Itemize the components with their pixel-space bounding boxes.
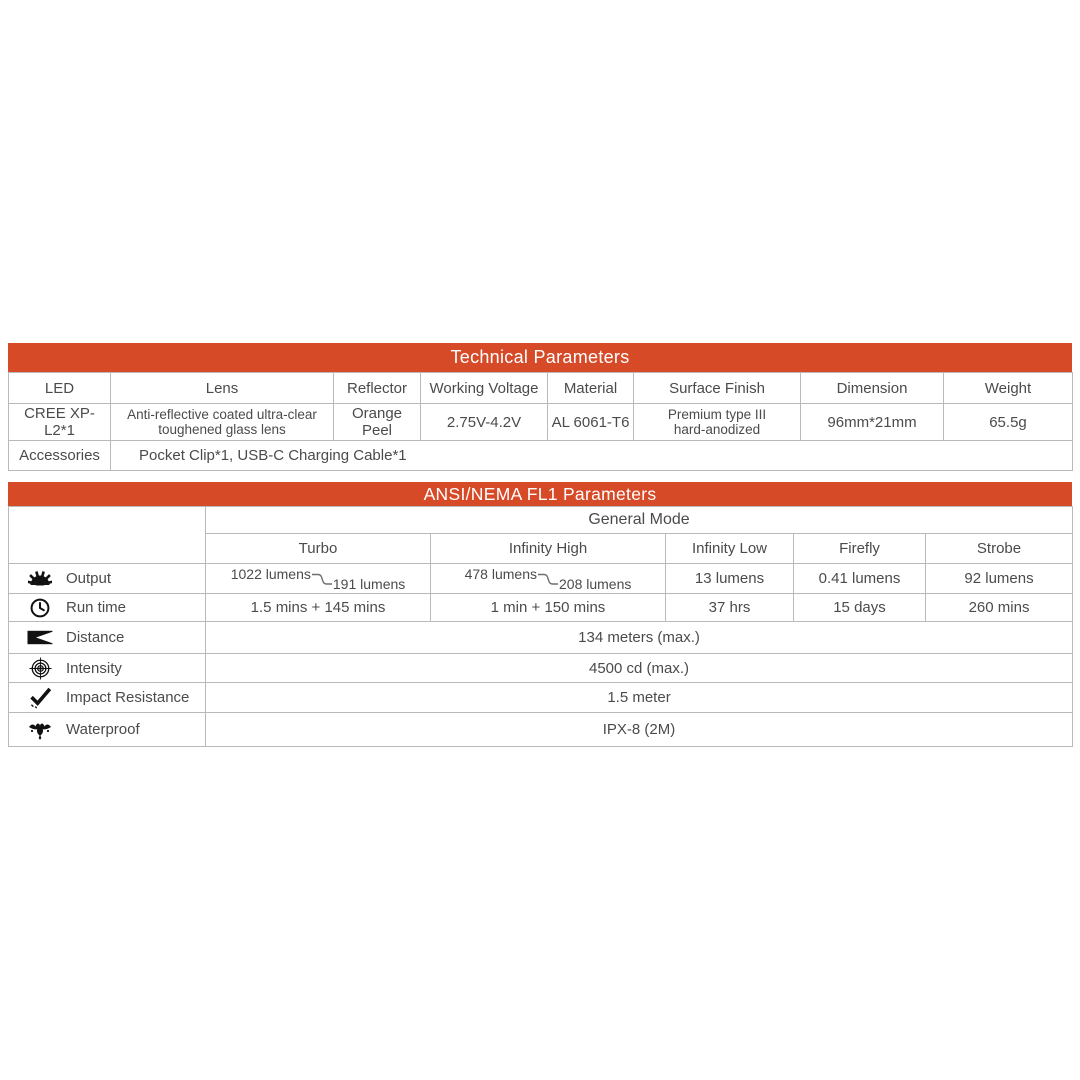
distance-row — [9, 622, 1073, 654]
impact-resistance-value: 1.5 meter — [206, 683, 1073, 713]
accessories-value: Pocket Clip*1, USB-C Charging Cable*1 — [111, 441, 1073, 471]
led-value: CREE XP-L2*1 — [9, 404, 111, 441]
output-strobe: 92 lumens — [926, 564, 1073, 594]
lens-value-line2: toughened glass lens — [158, 422, 286, 437]
distance-label-cell — [9, 622, 206, 654]
technical-header-row — [9, 373, 1073, 404]
intensity-row — [9, 654, 1073, 683]
technical-parameters-table — [8, 372, 1073, 471]
weight-value: 65.5g — [944, 404, 1073, 441]
output-row — [9, 564, 1073, 594]
col-header-weight: Weight — [944, 373, 1073, 404]
reflector-value: Orange Peel — [334, 404, 421, 441]
step-down-icon — [312, 570, 332, 588]
surface-finish-line2: hard-anodized — [673, 422, 761, 437]
impact-resistance-row — [9, 683, 1073, 713]
waterproof-value: IPX-8 (2M) — [206, 713, 1073, 747]
surface-finish-value — [634, 404, 801, 441]
runtime-infinity-high: 1 min + 150 mins — [431, 594, 666, 622]
waterproof-label-cell — [9, 713, 206, 747]
target-icon — [27, 657, 53, 680]
accessories-row — [9, 441, 1073, 471]
step-down-icon — [538, 570, 558, 588]
dimension-value: 96mm*21mm — [801, 404, 944, 441]
col-header-lens: Lens — [111, 373, 334, 404]
output-firefly: 0.41 lumens — [794, 564, 926, 594]
water-splash-icon — [27, 720, 53, 740]
output-infinity-high-cell — [431, 564, 666, 594]
distance-label: Distance — [66, 629, 125, 646]
surface-finish-line1: Premium type III — [667, 406, 767, 422]
runtime-strobe: 260 mins — [926, 594, 1073, 622]
general-mode-group-header: General Mode — [206, 507, 1073, 534]
output-turbo-cell — [206, 564, 431, 594]
intensity-value: 4500 cd (max.) — [206, 654, 1073, 683]
corner-cell — [9, 507, 206, 564]
col-header-infinity-high: Infinity High — [431, 534, 666, 564]
gear-icon — [27, 569, 53, 589]
output-infinity-low: 13 lumens — [666, 564, 794, 594]
clock-icon — [27, 597, 53, 619]
lens-value — [111, 404, 334, 441]
col-header-reflector: Reflector — [334, 373, 421, 404]
col-header-dimension: Dimension — [801, 373, 944, 404]
impact-resistance-label-cell — [9, 683, 206, 713]
output-infinity-high-high: 478 lumens — [464, 565, 537, 582]
material-value: AL 6061-T6 — [548, 404, 634, 441]
runtime-firefly: 15 days — [794, 594, 926, 622]
col-header-working-voltage: Working Voltage — [421, 373, 548, 404]
runtime-turbo: 1.5 mins + 145 mins — [206, 594, 431, 622]
col-header-led: LED — [9, 373, 111, 404]
runtime-label: Run time — [66, 599, 127, 616]
accessories-label: Accessories — [9, 441, 111, 471]
col-header-infinity-low: Infinity Low — [666, 534, 794, 564]
col-header-strobe: Strobe — [926, 534, 1073, 564]
spec-sheet-content — [8, 343, 1072, 747]
intensity-label: Intensity — [66, 659, 122, 677]
runtime-infinity-low: 37 hrs — [666, 594, 794, 622]
intensity-label-cell — [9, 654, 206, 683]
general-mode-row — [9, 507, 1073, 534]
col-header-surface-finish: Surface Finish — [634, 373, 801, 404]
output-label-cell — [9, 564, 206, 594]
distance-value: 134 meters (max.) — [206, 622, 1073, 654]
output-turbo-high: 1022 lumens — [230, 565, 311, 582]
output-label: Output — [66, 570, 112, 587]
waterproof-label: Waterproof — [66, 721, 140, 738]
checkmark-icon — [27, 686, 53, 709]
col-header-material: Material — [548, 373, 634, 404]
output-infinity-high-low: 208 lumens — [559, 575, 632, 592]
runtime-row — [9, 594, 1073, 622]
fl1-parameters-header: ANSI/NEMA FL1 Parameters — [8, 482, 1072, 506]
col-header-turbo: Turbo — [206, 534, 431, 564]
fl1-parameters-table — [8, 506, 1073, 747]
runtime-label-cell — [9, 594, 206, 622]
impact-resistance-label: Impact Resistance — [66, 689, 190, 706]
technical-parameters-header: Technical Parameters — [8, 343, 1072, 372]
beam-distance-icon — [27, 630, 53, 645]
waterproof-row — [9, 713, 1073, 747]
output-turbo-low: 191 lumens — [332, 575, 406, 592]
col-header-firefly: Firefly — [794, 534, 926, 564]
lens-value-line1: Anti-reflective coated ultra-clear — [127, 406, 317, 422]
technical-values-row — [9, 404, 1073, 441]
working-voltage-value: 2.75V-4.2V — [421, 404, 548, 441]
